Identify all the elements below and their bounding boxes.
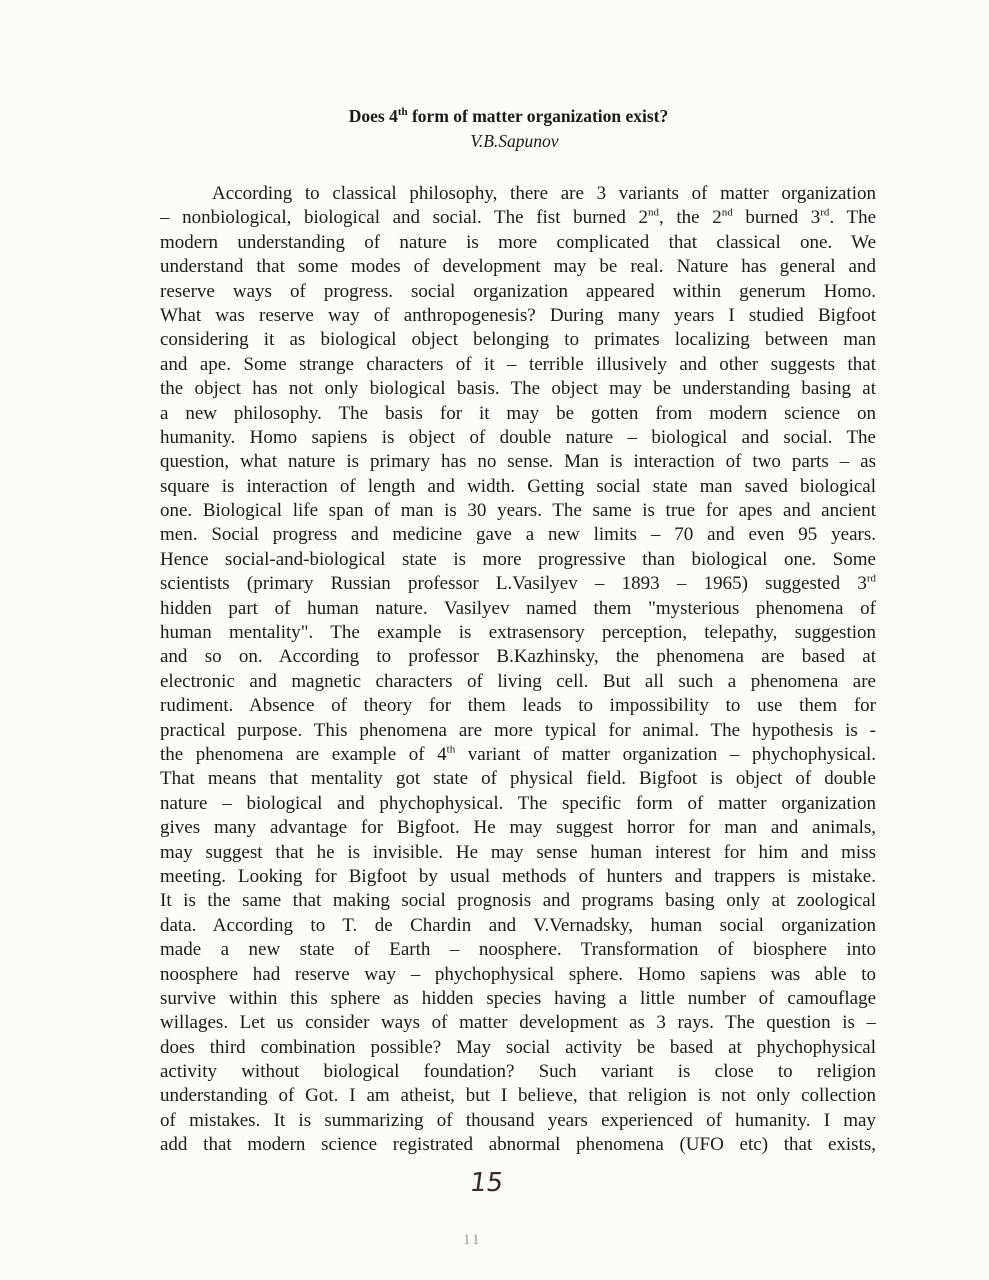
text-segment: meeting. Looking for Bigfoot by usual methods of hunters and trappers is mistake. [160, 865, 876, 887]
text-segment: activity without biological foundation? Such variant is close to religion [160, 1061, 876, 1083]
text-line [160, 1133, 876, 1157]
text-segment: Hence social-and-biological state is more progressive than biological one. Some [160, 548, 876, 570]
text-line [160, 1084, 876, 1108]
handwritten-page-number: 15 [467, 1168, 506, 1198]
text-segment: , the 2 [659, 207, 722, 229]
text-segment: noosphere had reserve way – phychophysical sphere. Homo sapiens was able to [160, 963, 876, 985]
text-segment: It is the same that making social prognosis and programs basing only at zoological [160, 890, 876, 912]
superscript: rd [820, 207, 830, 220]
text-line [160, 670, 876, 694]
text-segment: may suggest that he is invisible. He may sense human interest for him and miss [160, 841, 876, 863]
text-line [160, 572, 876, 596]
text-line [160, 694, 876, 718]
document-title [0, 106, 989, 127]
superscript: rd [866, 572, 876, 585]
text-segment: humanity. Homo sapiens is object of double nature – biological and social. The [160, 426, 876, 448]
text-line [160, 548, 876, 572]
text-segment: the phenomena are example of 4 [160, 743, 447, 765]
text-line [160, 987, 876, 1011]
text-segment: the object has not only biological basis. The object may be understanding basing at [160, 378, 876, 400]
text-segment: What was reserve way of anthropogenesis? During many years I studied Bigfoot [160, 304, 876, 326]
text-line [160, 353, 876, 377]
text-line [160, 1011, 876, 1035]
text-segment: variant of matter organization – phychophysical. [455, 743, 876, 765]
superscript: nd [648, 207, 659, 220]
text-segment: of mistakes. It is summarizing of thousand years experienced of humanity. I may [160, 1109, 876, 1131]
text-line [160, 889, 876, 913]
text-segment: and ape. Some strange characters of it – terrible illusively and other suggests that [160, 353, 876, 375]
superscript: th [446, 743, 456, 756]
text-line [160, 377, 876, 401]
text-line [160, 1036, 876, 1060]
text-line [160, 597, 876, 621]
text-line [160, 645, 876, 669]
text-segment: add that modern science registrated abnormal phenomena (UFO etc) that exists, [160, 1134, 876, 1156]
text-line [160, 304, 876, 328]
text-line [160, 841, 876, 865]
printed-page-number: 11 [463, 1232, 482, 1248]
text-segment: a new philosophy. The basis for it may be gotten from modern science on [160, 402, 876, 424]
text-line [160, 792, 876, 816]
text-line [160, 816, 876, 840]
text-segment: survive within this sphere as hidden species having a little number of camouflage [160, 987, 876, 1009]
text-line [160, 499, 876, 523]
text-segment: reserve ways of progress. social organization appeared within generum Homo. [160, 280, 876, 302]
text-line [160, 206, 876, 230]
text-segment: practical purpose. This phenomena are more typical for animal. The hypothesis is - [160, 719, 876, 741]
text-line [160, 1109, 876, 1133]
text-segment: hidden part of human nature. Vasilyev named them "mysterious phenomena of [160, 597, 876, 619]
text-line [160, 280, 876, 304]
text-segment: and so on. According to professor B.Kazhinsky, the phenomena are based at [160, 646, 876, 668]
text-segment: question, what nature is primary has no sense. Man is interaction of two parts – as [160, 451, 876, 473]
text-segment: human mentality". The example is extrasensory perception, telepathy, suggestion [160, 622, 876, 644]
text-line [160, 865, 876, 889]
text-segment: That means that mentality got state of physical field. Bigfoot is object of double [160, 768, 876, 790]
text-segment: considering it as biological object belonging to primates localizing between man [160, 329, 876, 351]
text-line [160, 231, 876, 255]
text-line [160, 621, 876, 645]
text-segment: – nonbiological, biological and social. The fist burned 2 [160, 207, 648, 229]
text-line [160, 767, 876, 791]
text-line [160, 182, 876, 206]
text-line [160, 914, 876, 938]
text-segment: understanding of Got. I am atheist, but I believe, that religion is not only collection [160, 1085, 876, 1107]
text-line [160, 402, 876, 426]
text-segment: gives many advantage for Bigfoot. He may suggest horror for man and animals, [160, 817, 876, 839]
text-segment: . The [829, 207, 876, 229]
text-segment: men. Social progress and medicine gave a new limits – 70 and even 95 years. [160, 524, 876, 546]
title-text-rest: form of matter organization exist? [407, 106, 669, 126]
body-text [160, 182, 876, 1158]
text-line [160, 328, 876, 352]
text-line [160, 255, 876, 279]
text-segment: understand that some modes of development may be real. Nature has general and [160, 256, 876, 278]
text-line [160, 963, 876, 987]
text-line [160, 719, 876, 743]
text-segment: willages. Let us consider ways of matter development as 3 rays. The question is – [160, 1012, 876, 1034]
text-line [160, 450, 876, 474]
text-segment: data. According to T. de Chardin and V.Vernadsky, human social organization [160, 914, 876, 936]
text-line [160, 475, 876, 499]
text-segment: burned 3 [732, 207, 821, 229]
superscript: nd [721, 207, 733, 220]
text-line [160, 1060, 876, 1084]
text-segment: does third combination possible? May social activity be based at phychophysical [160, 1036, 876, 1058]
text-segment: nature – biological and phychophysical. The specific form of matter organization [160, 792, 876, 814]
text-line [160, 523, 876, 547]
title-text: Does 4 [348, 106, 398, 126]
author-name: V.B.Sapunov [470, 131, 559, 151]
text-line [160, 743, 876, 767]
text-segment: square is interaction of length and width. Getting social state man saved biological [160, 475, 876, 497]
text-segment: made a new state of Earth – noosphere. Transformation of biosphere into [160, 939, 876, 961]
text-segment: modern understanding of nature is more complicated that classical one. We [160, 231, 876, 253]
text-segment: one. Biological life span of man is 30 years. The same is true for apes and ancient [160, 500, 876, 522]
text-segment: electronic and magnetic characters of living cell. But all such a phenomena are [160, 670, 876, 692]
text-segment: According to classical philosophy, there are 3 variants of matter organization [212, 183, 876, 204]
text-segment: rudiment. Absence of theory for them leads to impossibility to use them for [160, 695, 876, 717]
text-line [160, 426, 876, 450]
text-line [160, 938, 876, 962]
title-superscript: th [397, 106, 408, 119]
text-segment: scientists (primary Russian professor L.Vasilyev – 1893 – 1965) suggested 3 [160, 573, 867, 595]
